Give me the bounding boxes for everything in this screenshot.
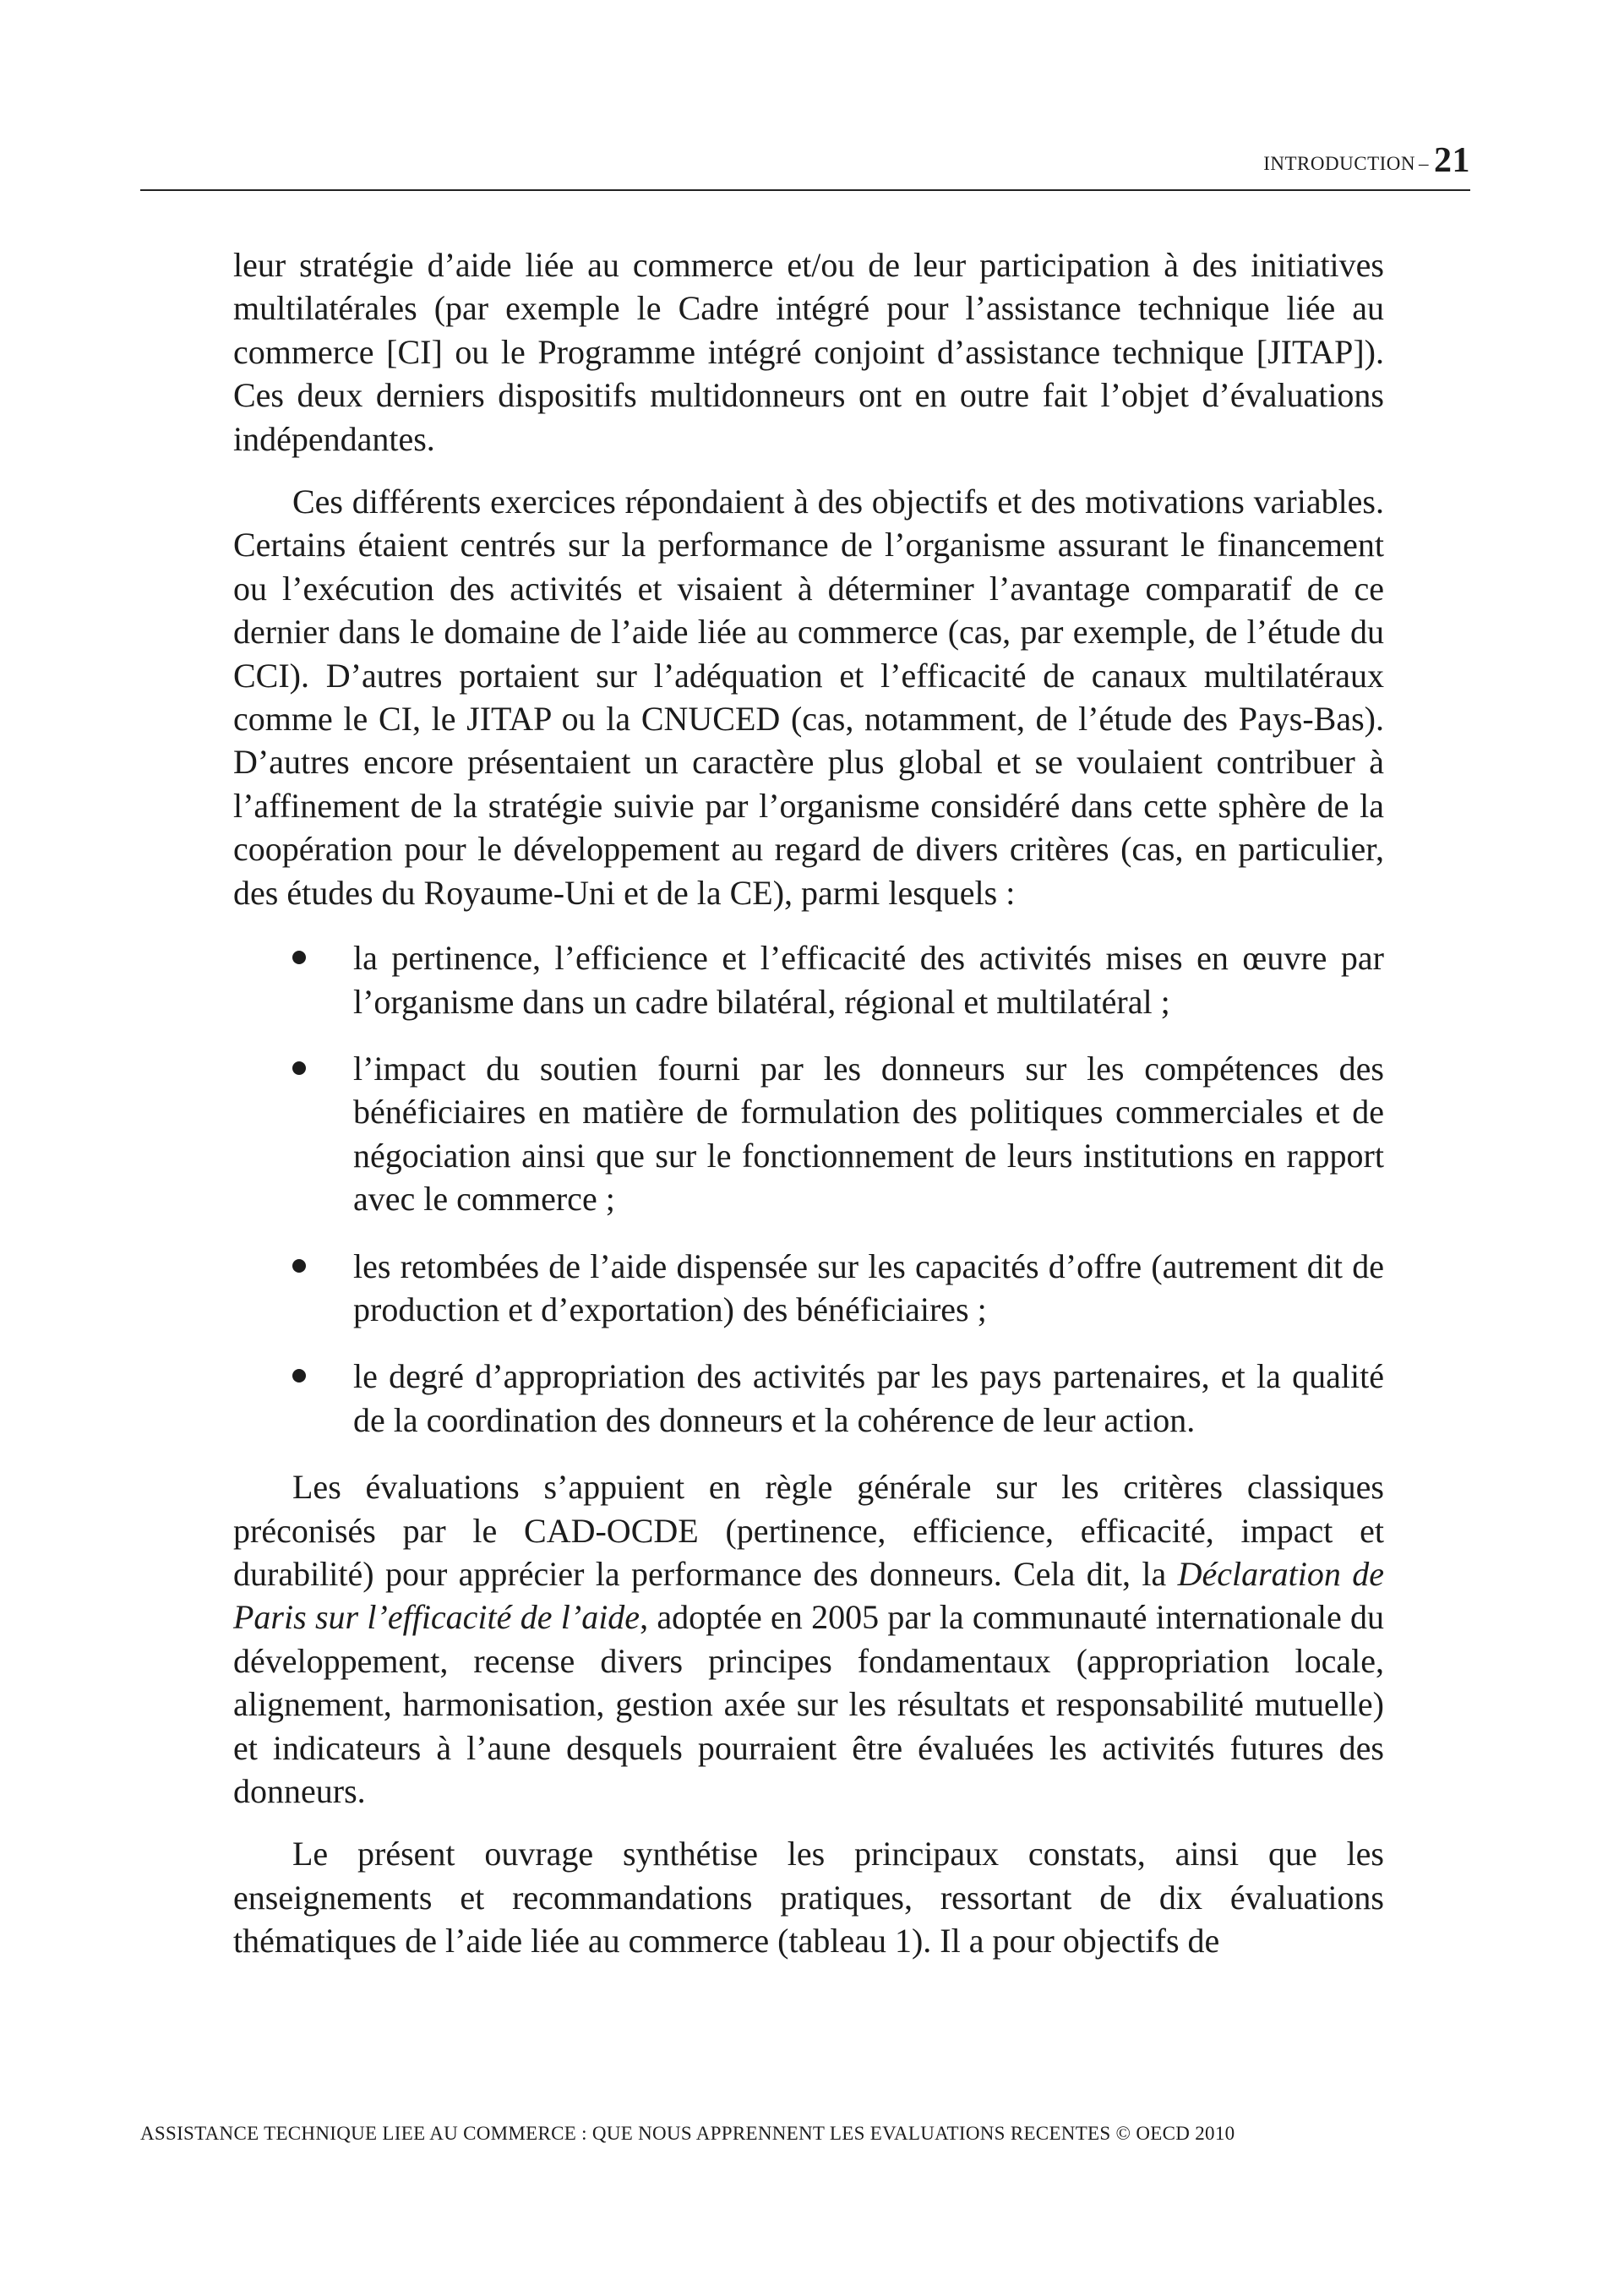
paragraph-2: Ces différents exercices répondaient à des objectifs et des motivations variables. Certains étaient centrés sur la performance de l’organisme assurant le financement ou l’exécution des activités et visaient à déterminer l’avantage comparatif de ce dernier dans le domaine de l’aide liée au commerce (cas, par exemple, de l’étude du CCI). D’autres portaient sur l’adéquation et l’efficacité de canaux multilatéraux comme le CI, le JITAP ou la CNUCED (cas, notamment, de l’étude des Pays-Bas). D’autres encore présentaient un caractère plus global et se voulaient contribuer à l’affinement de la stratégie suivie par l’organisme considéré dans cette sphère de la coopération pour le développement au regard de divers critères (cas, en particulier, des études du Royaume-Uni et de la CE), parmi lesquels : xyxy=(233,483,1384,912)
header-separator: – xyxy=(1419,153,1429,174)
list-item xyxy=(233,1355,1384,1442)
list-item-text: l’impact du soutien fourni par les donneurs sur les compétences des bénéficiaires en matière de formulation des politiques commerciales et de négociation ainsi que sur le fonctionnement de leurs institutions en rapport avec le commerce ; xyxy=(353,1049,1384,1219)
paragraph-3-text-after: , adoptée en 2005 par la communauté internationale du développement, recense divers principes fondamentaux (appropriation locale, alignement, harmonisation, gestion axée sur les résultats et responsabilité mutuelle) et indicateurs à l’aune desquels pourraient être évaluées les activités futures des donneurs. xyxy=(233,1598,1384,1810)
bullet-icon xyxy=(292,1369,306,1383)
paragraph-4: Le présent ouvrage synthétise les principaux constats, ainsi que les enseignements et recommandations pratiques, ressortant de dix évaluations thématiques de l’aide liée au commerce (tableau 1). Il a pour objectifs de xyxy=(233,1835,1384,1961)
paragraph-3-text-before: Les évaluations s’appuient en règle générale sur les critères classiques préconisés par le CAD-OCDE (pertinence, efficience, efficacité, impact et durabilité) pour apprécier la performance des donneurs. Cela dit, la xyxy=(233,1468,1384,1593)
criteria-list xyxy=(233,936,1384,1442)
bullet-icon xyxy=(292,1061,306,1075)
list-item xyxy=(233,1047,1384,1221)
running-header xyxy=(140,137,1470,191)
paragraph-3 xyxy=(233,1465,1384,1813)
header-section-title: INTRODUCTION xyxy=(1263,153,1415,174)
list-item xyxy=(233,1245,1384,1332)
page-number: 21 xyxy=(1434,141,1470,180)
list-item-text: le degré d’appropriation des activités par les pays partenaires, et la qualité de la coordination des donneurs et la cohérence de leur action. xyxy=(353,1357,1384,1439)
running-footer: ASSISTANCE TECHNIQUE LIEE AU COMMERCE : QUE NOUS APPRENNENT LES EVALUATIONS RECENTES © OECD 2010 xyxy=(140,2123,1235,2144)
paris-declaration-title: Déclaration de Paris sur l’efficacité de l’aide xyxy=(233,1554,1384,1637)
bullet-icon xyxy=(292,1259,306,1273)
list-item xyxy=(233,936,1384,1023)
list-item-text: les retombées de l’aide dispensée sur les capacités d’offre (autrement dit de production et d’exportation) des bénéficiaires ; xyxy=(353,1246,1384,1328)
paragraph-1: leur stratégie d’aide liée au commerce et/ou de leur participation à des initiatives multilatérales (par exemple le Cadre intégré pour l’assistance technique liée au commerce [CI] ou le Programme intégré conjoint d’assistance technique [JITAP]). Ces deux derniers dispositifs multidonneurs ont en outre fait l’objet d’évaluations indépendantes. xyxy=(233,246,1384,458)
header-label xyxy=(1263,140,1470,181)
body-text xyxy=(233,243,1384,1982)
list-item-text: la pertinence, l’efficience et l’efficacité des activités mises en œuvre par l’organisme dans un cadre bilatéral, régional et multilatéral ; xyxy=(353,939,1384,1021)
bullet-icon xyxy=(292,951,306,964)
